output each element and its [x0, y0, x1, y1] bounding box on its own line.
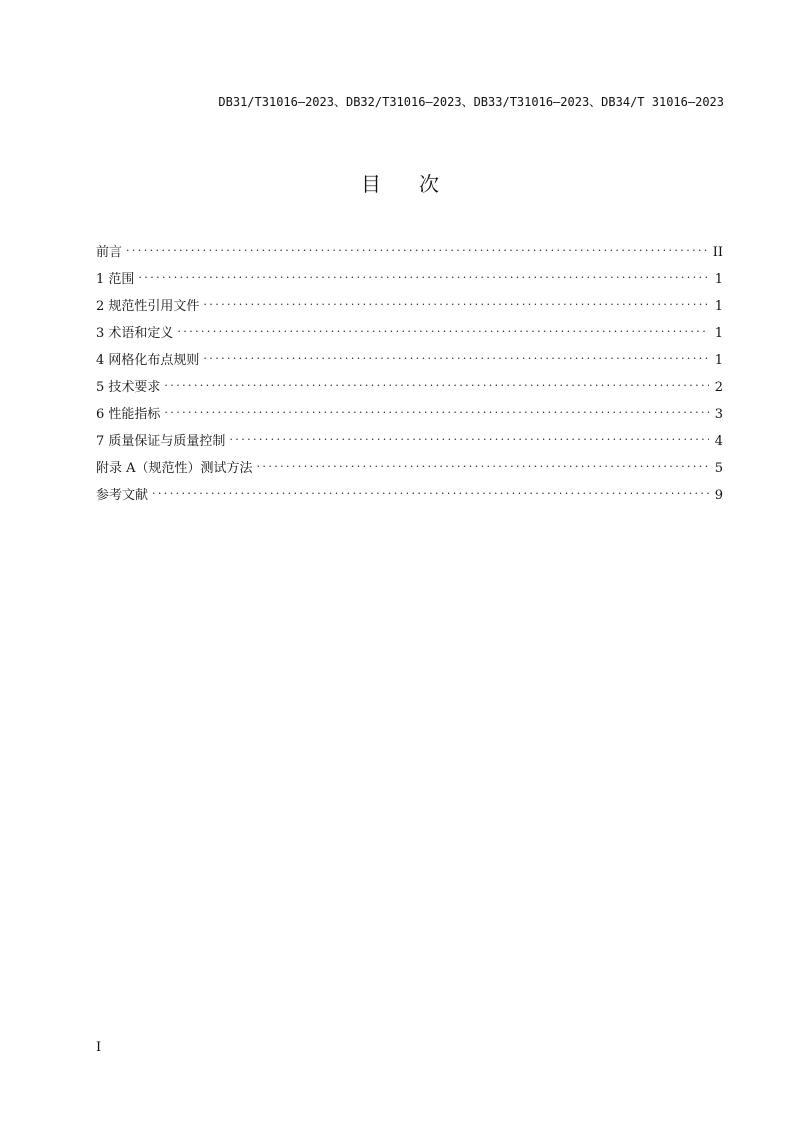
toc-leader-dots: [164, 377, 708, 391]
toc-item-label: 6 性能指标: [96, 407, 161, 422]
toc-leader-dots: [203, 296, 708, 310]
toc-item-page: 9: [714, 488, 723, 503]
toc-item-terms-definitions[interactable]: [96, 323, 723, 350]
toc-item-page: 2: [714, 380, 723, 395]
toc-item-label: 附录 A（规范性）测试方法: [96, 461, 253, 476]
toc-item-scope[interactable]: [96, 269, 723, 296]
page-number: I: [96, 1040, 102, 1055]
toc-item-label: 5 技术要求: [96, 380, 161, 395]
toc-item-page: 1: [714, 299, 723, 314]
toc-leader-dots: [229, 431, 708, 445]
toc-item-grid-layout-rules[interactable]: [96, 350, 723, 377]
toc-item-bibliography[interactable]: [96, 485, 723, 512]
toc-leader-dots: [152, 485, 709, 499]
standard-codes-header: DB31/T31016—2023、DB32/T31016—2023、DB33/T31016—2023、DB34/T 31016—2023: [218, 95, 724, 109]
toc-title-right: 次: [419, 172, 439, 196]
toc-leader-dots: [203, 350, 708, 364]
toc-leader-dots: [138, 269, 708, 283]
toc-title: [0, 168, 800, 197]
toc-item-label: 参考文献: [96, 488, 149, 503]
toc-item-page: 1: [714, 272, 723, 287]
toc-item-page: II: [712, 245, 723, 260]
toc-item-page: 5: [714, 461, 723, 476]
toc-item-page: 1: [714, 353, 723, 368]
toc-item-label: 前言: [96, 245, 123, 260]
toc-item-page: 3: [714, 407, 723, 422]
toc-item-label: 7 质量保证与质量控制: [96, 434, 226, 449]
toc-item-page: 4: [714, 434, 723, 449]
toc-item-label: 1 范围: [96, 272, 135, 287]
toc-item-label: 2 规范性引用文件: [96, 299, 200, 314]
toc-item-foreword[interactable]: [96, 242, 723, 269]
toc-item-normative-references[interactable]: [96, 296, 723, 323]
toc-item-label: 4 网格化布点规则: [96, 353, 200, 368]
toc-title-left: 目: [361, 172, 381, 196]
toc-list: [96, 242, 723, 512]
toc-leader-dots: [164, 404, 708, 418]
toc-item-label: 3 术语和定义: [96, 326, 174, 341]
toc-item-quality-assurance[interactable]: [96, 431, 723, 458]
toc-leader-dots: [126, 242, 707, 256]
toc-item-technical-requirements[interactable]: [96, 377, 723, 404]
toc-leader-dots: [257, 458, 709, 472]
toc-leader-dots: [177, 323, 708, 337]
toc-item-performance-indicators[interactable]: [96, 404, 723, 431]
toc-item-page: 1: [714, 326, 723, 341]
toc-item-appendix-a[interactable]: [96, 458, 723, 485]
